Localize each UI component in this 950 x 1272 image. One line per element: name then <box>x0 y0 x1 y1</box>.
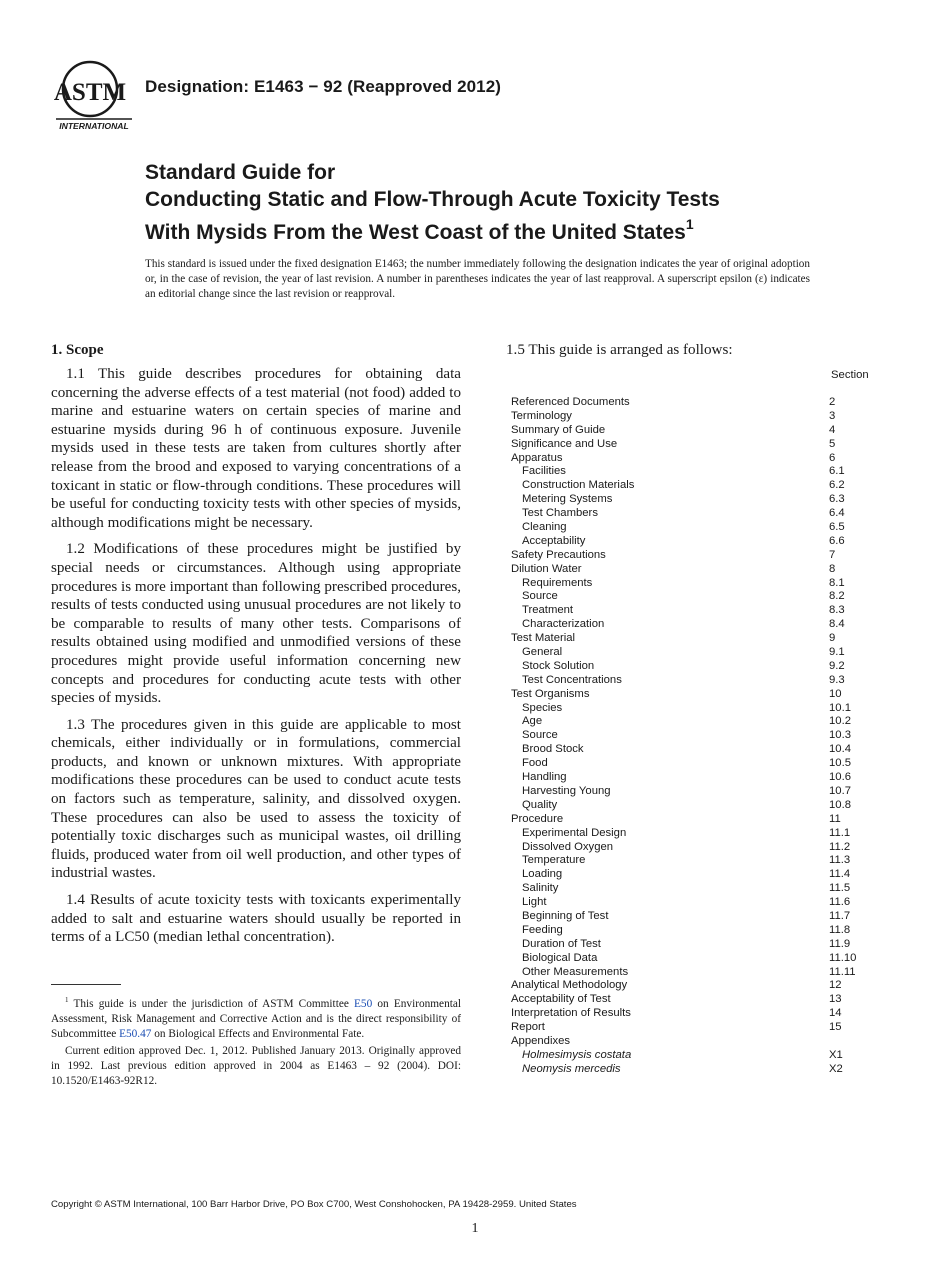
footnote-1-text-b: on Environmental Assessment, Risk Management and Corrective Action and is the direct responsibility of Subcommittee <box>51 997 462 1041</box>
arrangement-section-number: 11.8 <box>829 923 851 936</box>
page-number: 1 <box>471 1221 479 1236</box>
arrangement-row <box>511 827 871 841</box>
arrangement-row <box>511 1021 871 1035</box>
arrangement-section-number: 13 <box>829 993 842 1006</box>
arrangement-row <box>511 757 871 771</box>
footnote-1-text-a: This guide is under the jurisdiction of ASTM Committee <box>73 997 349 1010</box>
arrangement-section-number: 6.2 <box>829 479 845 492</box>
arrangement-label: Interpretation of Results <box>511 1007 631 1020</box>
arrangement-section-number: 10 <box>829 687 842 700</box>
arrangement-section-number: 8.4 <box>829 618 845 631</box>
scope-paragraph: 1.4 Results of acute toxicity tests with toxicants experimentally added to salt and estuarine waters should usually be reported in terms of a LC50 (median lethal concentration). <box>51 892 461 946</box>
arrangement-label: Test Chambers <box>522 507 598 520</box>
arrangement-section-number: 9.1 <box>829 646 845 659</box>
arrangement-label: Loading <box>522 868 563 881</box>
arrangement-row <box>511 507 871 521</box>
arrangement-section-number: 11.7 <box>829 909 851 922</box>
arrangement-row <box>511 549 871 563</box>
arrangement-label: Holmesimysis costata <box>522 1048 632 1061</box>
title-line-1: Standard Guide for <box>145 161 336 184</box>
arrangement-row <box>511 424 871 438</box>
arrangement-row <box>511 563 871 577</box>
arrangement-label: Report <box>511 1021 545 1034</box>
arrangement-label: Significance and Use <box>511 437 618 450</box>
arrangement-row <box>511 438 871 452</box>
arrangement-row <box>511 452 871 466</box>
arrangement-label: Dissolved Oxygen <box>522 840 614 853</box>
arrangement-section-number: 3 <box>829 409 836 422</box>
arrangement-label: Age <box>522 715 543 728</box>
arrangement-label: Harvesting Young <box>522 784 611 797</box>
title-line-3 <box>145 213 865 247</box>
arrangement-section-number: 15 <box>829 1021 842 1034</box>
issued-note: This standard is issued under the fixed designation E1463; the number immediately following the designation indicates the year of original adoption or, in the case of revision, the year of last revision. A number in parentheses indicates the year of last reapproval. A superscript epsilon (ε) indicates an editorial change since the last revision or reapproval. <box>145 258 810 300</box>
arrangement-row <box>511 924 871 938</box>
arrangement-section-number: 10.3 <box>829 729 851 742</box>
scope-paragraph: 1.1 This guide describes procedures for obtaining data concerning the adverse effects of a test material (not food) added to marine and estuarine waters on certain species of marine and estuarine mysids during 96 h of continuous exposure. Juvenile mysids used in these tests are taken from cultures shortly after release from the brood and exposed to varying concentrations of a toxicant in static or flow-through conditions. These procedures will be useful for conducting toxicity tests with other species of mysids, although modifications might be necessary. <box>51 366 461 531</box>
arrangement-label: Summary of Guide <box>511 423 606 436</box>
arrangement-section-number: 10.5 <box>829 757 851 770</box>
arrangement-section-number: 12 <box>829 979 842 992</box>
arrangement-row <box>511 618 871 632</box>
footnote-divider <box>51 984 121 985</box>
arrangement-section-number: X1 <box>829 1048 843 1061</box>
arrangement-row <box>511 882 871 896</box>
scope-heading: 1. Scope <box>51 342 104 358</box>
copyright-notice: Copyright © ASTM International, 100 Barr Harbor Drive, PO Box C700, West Conshohocken, PA 19428-2959. United States <box>51 1199 577 1210</box>
arrangement-section-number: 9 <box>829 632 836 645</box>
arrangement-section-number: 11.10 <box>829 951 857 964</box>
designation: Designation: E1463 − 92 (Reapproved 2012) <box>145 77 502 96</box>
arrangement-row <box>511 465 871 479</box>
arrangement-row <box>511 604 871 618</box>
arrangement-label: Test Material <box>511 632 576 645</box>
arrangement-section-number: 10.8 <box>829 798 851 811</box>
arrangement-row <box>511 646 871 660</box>
arrangement-section-number: 8 <box>829 562 836 575</box>
title-line-3-text: With Mysids From the West Coast of the United States <box>145 221 686 244</box>
arrangement-section-number: 10.4 <box>829 743 851 756</box>
arrangement-label: Brood Stock <box>522 743 584 756</box>
arrangement-row <box>511 799 871 813</box>
arrangement-row <box>511 896 871 910</box>
arrangement-section-number: 10.6 <box>829 771 851 784</box>
arrangement-section-number: 2 <box>829 396 836 408</box>
arrangement-row <box>511 521 871 535</box>
arrangement-section-number: 14 <box>829 1007 842 1020</box>
title-line-2: Conducting Static and Flow-Through Acute Toxicity Tests <box>145 187 720 211</box>
arrangement-label: Requirements <box>522 576 593 589</box>
arrangement-row <box>511 535 871 549</box>
arrangement-row <box>511 632 871 646</box>
arrangement-label: Temperature <box>522 854 586 867</box>
arrangement-label: Other Measurements <box>522 965 629 978</box>
arrangement-row <box>511 479 871 493</box>
logo-text: ASTM <box>53 79 127 106</box>
astm-logo <box>52 58 136 134</box>
arrangement-section-number: 4 <box>829 423 836 436</box>
arrangement-row <box>511 1007 871 1021</box>
footnote-1-mark: 1 <box>65 996 69 1004</box>
arrangement-row <box>511 868 871 882</box>
arrangement-row <box>511 1063 871 1077</box>
arrangement-section-number: 8.2 <box>829 590 845 603</box>
arrangement-row <box>511 910 871 924</box>
arrangement-label: General <box>522 646 563 659</box>
arrangement-row <box>511 1049 871 1063</box>
arrangement-row <box>511 841 871 855</box>
arrangement-section-number: 11.6 <box>829 896 851 909</box>
arrangement-label: Dilution Water <box>511 562 582 575</box>
arrangement-row <box>511 688 871 702</box>
arrangement-row <box>511 993 871 1007</box>
arrangement-label: Acceptability of Test <box>511 993 611 1006</box>
arrangement-label: Neomysis mercedis <box>522 1062 621 1075</box>
arrangement-label: Cleaning <box>522 521 567 534</box>
arrangement-row <box>511 729 871 743</box>
arrangement-row <box>511 979 871 993</box>
arrangement-label: Appendixes <box>511 1034 571 1047</box>
arrangement-section-number: 9.2 <box>829 659 845 672</box>
arrangement-section-number: 5 <box>829 437 836 450</box>
arrangement-section-number: 11 <box>829 812 841 825</box>
scope-paragraph: 1.3 The procedures given in this guide are applicable to most chemicals, either individually or in formulations, commercial products, and known or unknown mixtures. With appropriate modifications these procedures can be used to conduct acute tests on factors such as temperature, salinity, and dissolved oxygen. These procedures can also be used to assess the toxicity of potentially toxic discharges such as municipal wastes, oil drilling fluids, produced water from oil well production, and other types of industrial wastes. <box>51 716 461 882</box>
arrangement-label: Apparatus <box>511 451 563 464</box>
arrangement-row <box>511 771 871 785</box>
arrangement-label: Test Concentrations <box>522 673 622 686</box>
arrangement-section-number: 11.4 <box>829 868 851 881</box>
arrangement-row <box>511 410 871 424</box>
arrangement-label: Acceptability <box>522 534 586 547</box>
arrangement-row <box>511 813 871 827</box>
arrangement-label: Metering Systems <box>522 493 613 506</box>
arrangement-section-number: 6.3 <box>829 493 845 506</box>
arrangement-section-number: 11.1 <box>829 826 851 839</box>
arrangement-label: Quality <box>522 798 558 811</box>
arrangement-section-number: 10.1 <box>829 701 851 714</box>
arrangement-label: Analytical Methodology <box>511 979 628 992</box>
arrangement-label: Light <box>522 896 547 909</box>
footnote-2: Current edition approved Dec. 1, 2012. Published January 2013. Originally approved in 1992. Last previous edition approved in 2004 as E1463 – 92 (2004). DOI: 10.1520/E1463-92R12. <box>51 1044 461 1088</box>
arrangement-label: Terminology <box>511 409 572 422</box>
arrangement-label: Source <box>522 729 558 742</box>
arrangement-label: Facilities <box>522 465 566 478</box>
arrangement-row <box>511 1035 871 1049</box>
arrangement-label: Referenced Documents <box>511 396 630 408</box>
footnotes <box>51 993 461 1091</box>
arrangement-label: Test Organisms <box>511 687 590 700</box>
arrangement-section-number: X2 <box>829 1062 843 1075</box>
arrangement-label: Safety Precautions <box>511 548 606 561</box>
title-footnote-mark: 1 <box>685 216 694 232</box>
arrangement-label: Duration of Test <box>522 937 601 950</box>
scope-paragraph: 1.2 Modifications of these procedures might be justified by special needs or circumstances. Although using appropriate procedures is more important than following prescribed procedures, results of tests conducted using unusual procedures are not likely to be comparable to results of many other tests. Comparisons of results obtained using modified and unmodified versions of these procedures might provide useful information concerning new concepts and procedures for conducting acute tests with other species of mysids. <box>51 541 461 707</box>
arrangement-row <box>511 785 871 799</box>
arrangement-row <box>511 493 871 507</box>
arrangement-row <box>511 938 871 952</box>
arrangement-section-number: 6.6 <box>829 534 845 547</box>
arrangement-label: Stock Solution <box>522 659 595 672</box>
arrangement-row <box>511 590 871 604</box>
arrangement-table <box>511 396 871 1077</box>
arrangement-section-number: 6.4 <box>829 507 845 520</box>
arrangement-section-number: 9.3 <box>829 673 845 686</box>
arrangement-label: Treatment <box>522 604 574 617</box>
arrangement-intro: 1.5 This guide is arranged as follows: <box>506 342 733 358</box>
arrangement-label: Construction Materials <box>522 479 635 492</box>
arrangement-row <box>511 966 871 980</box>
scope-section <box>51 342 461 955</box>
arrangement-section-number: 6.1 <box>829 465 845 478</box>
arrangement-row <box>511 702 871 716</box>
arrangement-label: Handling <box>522 771 567 784</box>
arrangement-section-number: 11.3 <box>829 854 851 867</box>
arrangement-row <box>511 674 871 688</box>
arrangement-row <box>511 660 871 674</box>
arrangement-label: Characterization <box>522 618 605 631</box>
document-title <box>145 160 865 247</box>
arrangement-row <box>511 715 871 729</box>
arrangement-section-number: 6 <box>829 451 836 464</box>
footnote-1-text-c: on Biological Effects and Environmental Fate. <box>154 1028 365 1041</box>
arrangement-row <box>511 854 871 868</box>
arrangement-label: Beginning of Test <box>522 909 609 922</box>
arrangement-row <box>511 743 871 757</box>
arrangement-section-number: 7 <box>829 548 836 561</box>
arrangement-row <box>511 396 871 410</box>
logo-subtext: INTERNATIONAL <box>59 121 129 131</box>
arrangement-section-number: 11.11 <box>829 965 856 978</box>
arrangement-label: Biological Data <box>522 951 598 964</box>
arrangement-label: Experimental Design <box>522 826 627 839</box>
arrangement-section-number: 8.1 <box>829 576 845 589</box>
arrangement-label: Procedure <box>511 812 564 825</box>
arrangement-label: Food <box>522 757 548 770</box>
arrangement-section-number: 10.2 <box>829 715 851 728</box>
section-column-header: Section <box>831 369 869 381</box>
arrangement-row <box>511 577 871 591</box>
arrangement-section-number: 10.7 <box>829 784 851 797</box>
arrangement-section-number: 11.9 <box>829 937 851 950</box>
arrangement-label: Salinity <box>522 882 559 895</box>
arrangement-section-number: 11.2 <box>829 840 851 853</box>
arrangement-label: Feeding <box>522 923 563 936</box>
arrangement-section-number: 11.5 <box>829 882 851 895</box>
arrangement-section-number: 6.5 <box>829 521 845 534</box>
committee-e50-link[interactable]: E50 <box>354 997 373 1010</box>
footnote-1 <box>51 993 461 1043</box>
subcommittee-e50-47-link[interactable]: E50.47 <box>119 1028 152 1041</box>
arrangement-section-number: 8.3 <box>829 604 845 617</box>
arrangement-label: Species <box>522 701 563 714</box>
arrangement-row <box>511 952 871 966</box>
arrangement-label: Source <box>522 590 558 603</box>
